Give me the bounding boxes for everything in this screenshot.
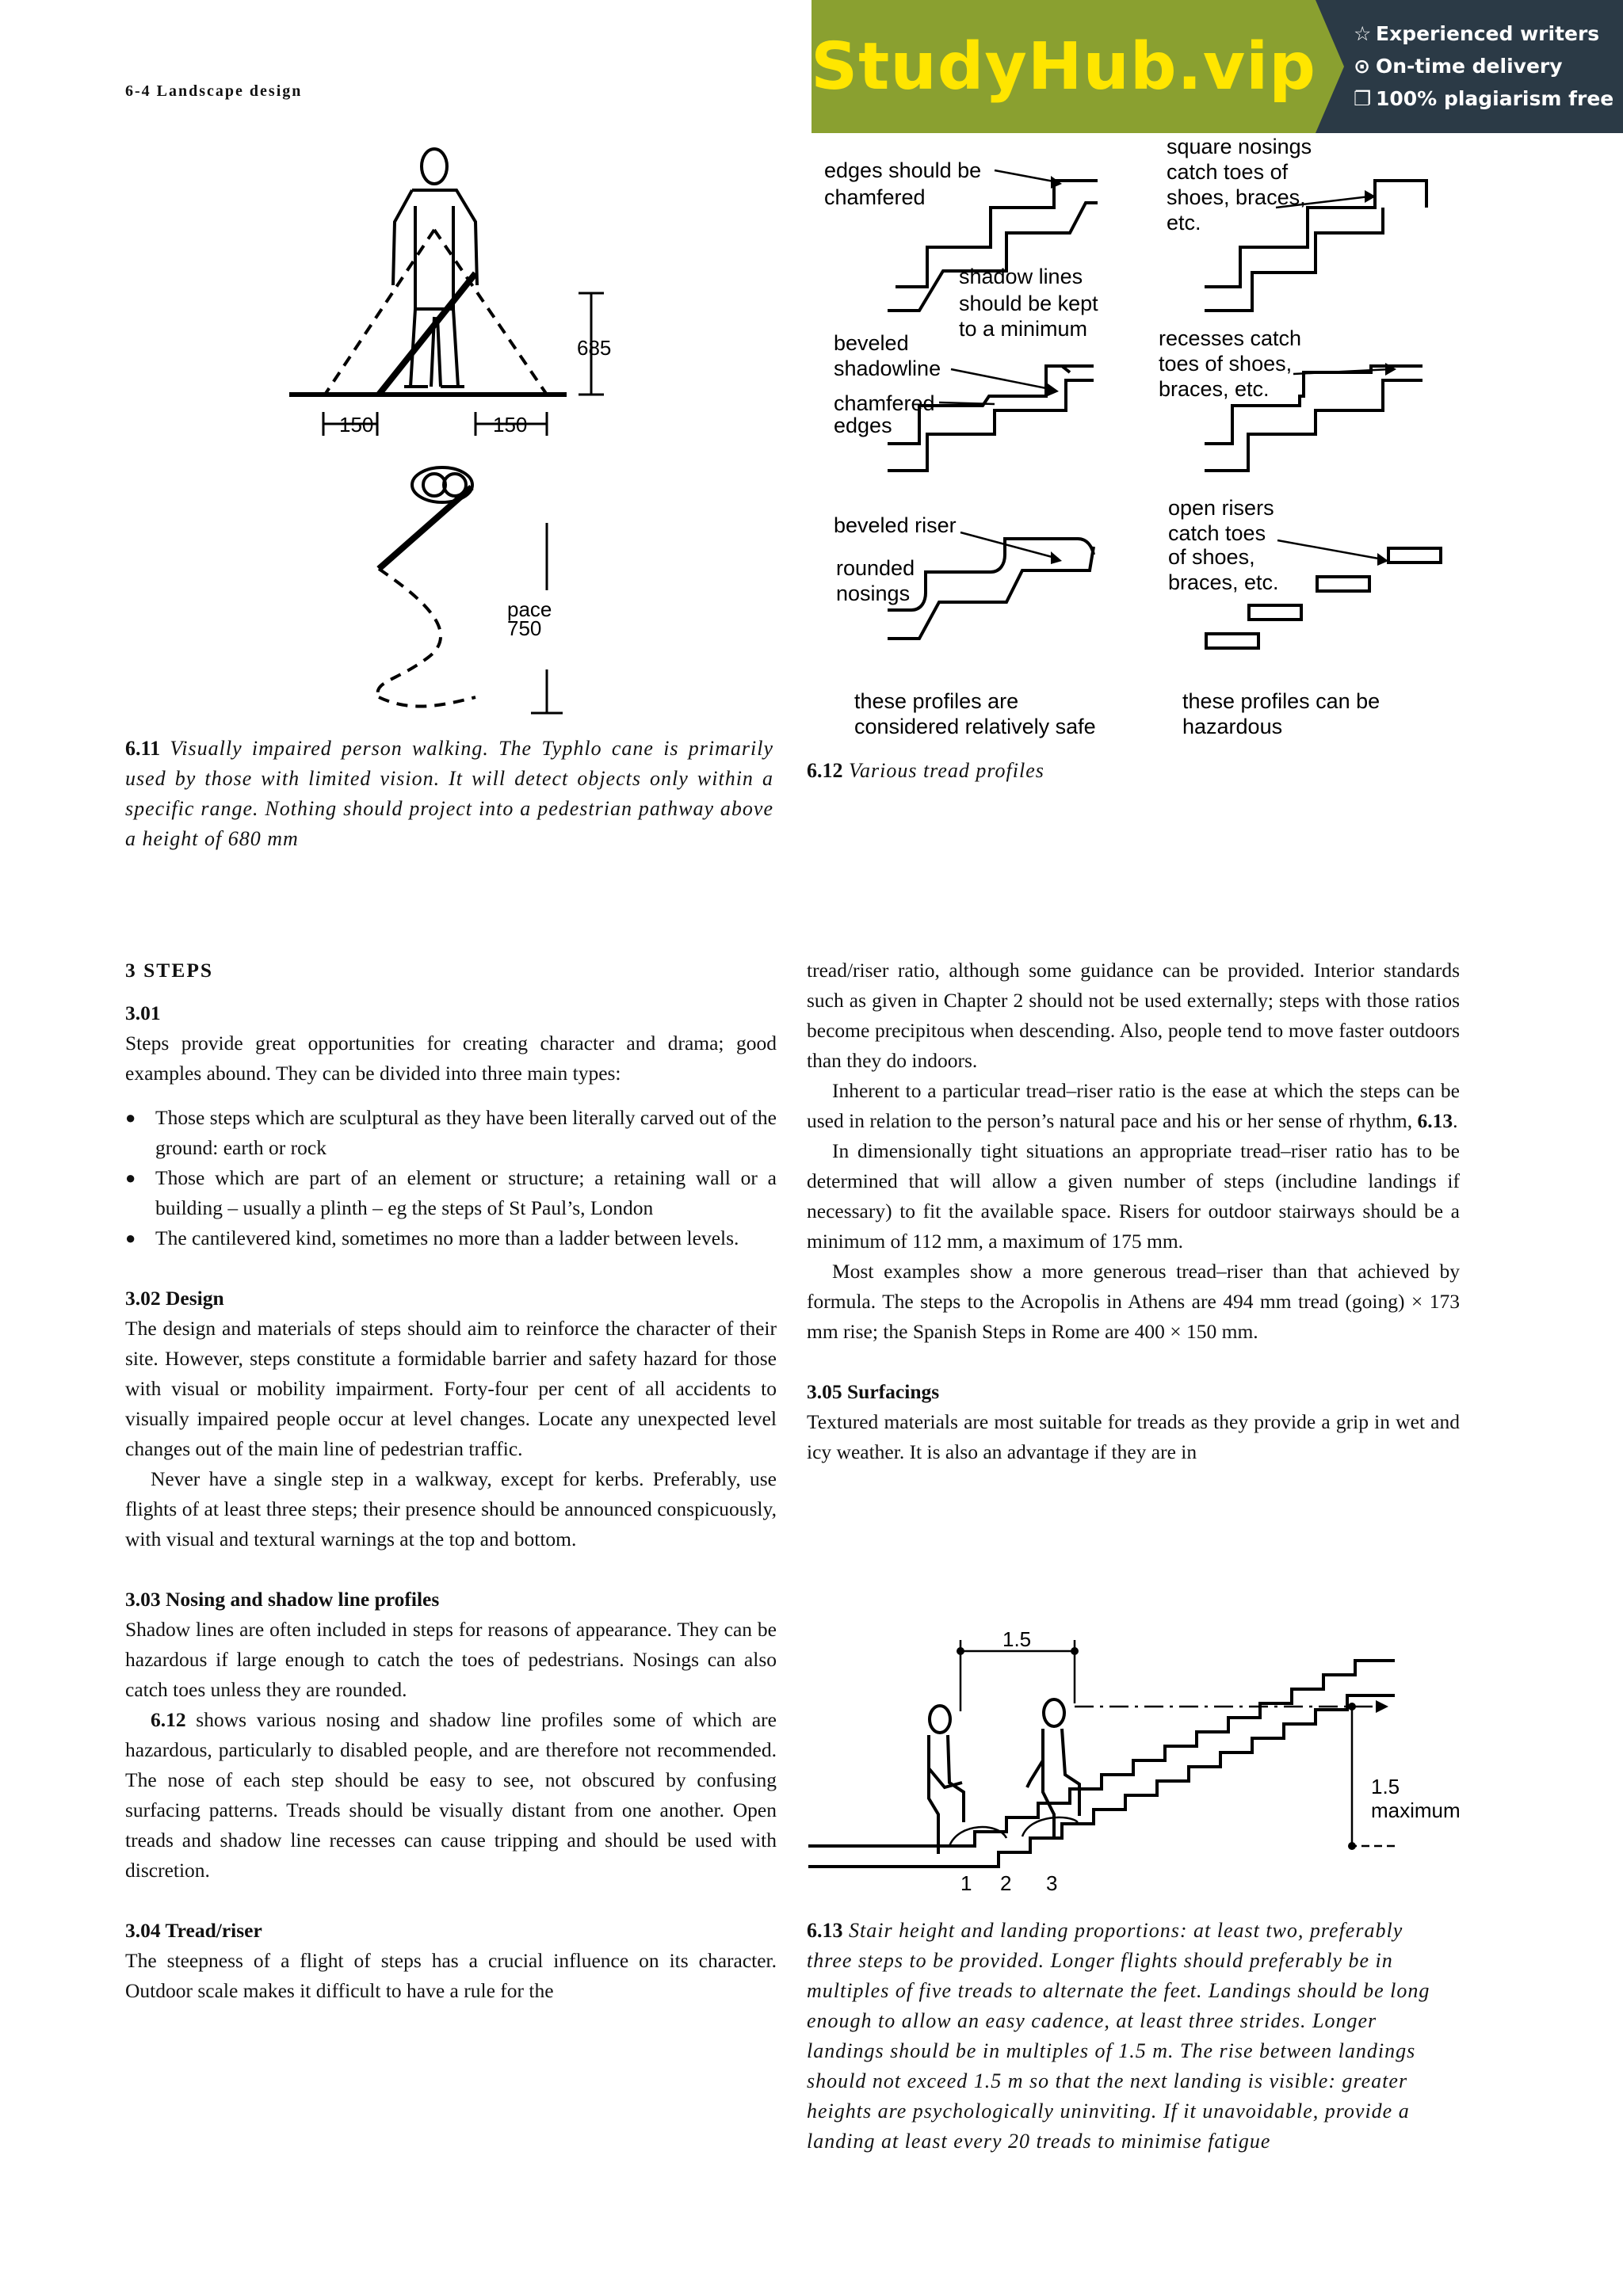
walker-2-body	[1027, 1729, 1079, 1838]
figure-number: 6.13	[807, 1919, 843, 1942]
list-item: ● Those steps which are sculptural as they have been literally carved out of the ground: earth or rock	[125, 1103, 777, 1163]
walker-1-body	[929, 1735, 964, 1854]
dim-pace-label: pace	[507, 597, 552, 621]
banner-feature-text: Experienced writers	[1376, 22, 1600, 45]
detection-cone	[325, 230, 547, 395]
caption-text: Visually impaired person walking. The Typhlo cane is primarily used by those with limited vision. It will detect objects only within a specific range. Nothing should project into a pedestrian pathway above a height of 680 mm	[125, 737, 774, 850]
figure-ref: 6.12	[151, 1708, 186, 1731]
label-rounded-nosings-2: nosings	[836, 582, 911, 605]
label-chamfered-edges-2: edges	[834, 414, 892, 437]
sweep-arc	[378, 569, 441, 697]
clock-icon: ⊙	[1354, 55, 1370, 78]
typhlo-cane	[379, 273, 475, 395]
paragraph: tread/riser ratio, although some guidance can be provided. Interior standards such as given in Chapter 2 should not be used externally; steps with those ratios become precipitous when descending. Also, people tend to move faster outdoors than they do indoors.	[807, 959, 1460, 1072]
banner-logo-text: StudyHub.vip	[811, 29, 1316, 105]
running-head: 6-4 Landscape design	[125, 82, 303, 100]
paragraph-text: shows various nosing and shadow line profiles some of which are hazardous, particularly to disabled people, and are therefore not recommended. The nose of each step should be easy to see, not obscured by confusing surfacing patterns. Treads should be visually distant from one another. Open treads and shadow line recesses can cause tripping and should be used with discretion.	[125, 1708, 777, 1882]
figure-ref: 6.13	[1417, 1109, 1453, 1132]
paragraph	[807, 1076, 1460, 1136]
label-square-nosings-3: shoes, braces,	[1167, 185, 1306, 209]
subheading-3-05: 3.05 Surfacings	[807, 1380, 940, 1403]
paragraph	[125, 1705, 777, 1886]
label-beveled-shadowline-2: shadowline	[834, 357, 941, 380]
banner-feature-item	[1354, 50, 1613, 82]
label-shadow-lines-1: shadow lines	[959, 265, 1083, 288]
dim-rise-label-1: 1.5	[1371, 1775, 1400, 1798]
profile-safe-3-bottom	[888, 547, 1094, 639]
paragraph: The design and materials of steps should aim to reinforce the character of their site. However, steps constitute a formidable barrier and safety hazard for those with visual or mobility impairment. Forty-four per cent of all accidents to visually impaired people occur at level changes. Locate any unexpected level changes out of the main line of pedestrian traffic.	[125, 1317, 777, 1460]
figure-number: 6.12	[807, 759, 843, 782]
figure-6-13-illustration	[800, 1616, 1482, 1901]
banner-feature-item	[1354, 82, 1613, 115]
figure-head	[422, 149, 447, 184]
step-number: 3	[1046, 1871, 1058, 1895]
label-safe-footer-1: these profiles are	[854, 689, 1019, 713]
label-recesses-1: recesses catch	[1159, 326, 1302, 350]
label-edges-chamfered-1: edges should be	[824, 158, 982, 182]
banner-logo[interactable]	[812, 0, 1316, 133]
dim-left-label: 150	[339, 413, 374, 437]
paragraph: Textured materials are most suitable for treads as they provide a grip in wet and icy weather. It is also an advantage if they are in	[807, 1410, 1460, 1463]
label-open-risers-1: open risers	[1168, 496, 1274, 520]
figure-number: 6.11	[125, 737, 161, 760]
paragraph: The steepness of a flight of steps has a crucial influence on its character. Outdoor scale makes it difficult to have a rule for the	[125, 1949, 777, 2002]
left-text-column	[125, 955, 777, 2006]
open-tread-1	[1388, 548, 1441, 563]
copy-icon: ❐	[1354, 87, 1372, 110]
caption-text: Various tread profiles	[849, 759, 1044, 782]
caption-text: Stair height and landing proportions: at least two, preferably three steps to be provided. Longer flights should preferably be in multiples of five treads to alternate the feet. Landings should be long enough to allow an easy cadence, at least three strides. Longer landings should be in multiples of 1.5 m. The rise between landings should not exceed 1.5 m so that the next landing is visible: greater heights are psychologically uninviting. If it unavoidable, provide a landing at least every 20 treads to minimise fatigue	[807, 1919, 1430, 2153]
dim-rise-label-2: maximum	[1371, 1798, 1461, 1822]
label-open-risers-3: of shoes,	[1168, 545, 1255, 569]
dim-height-label: 685	[577, 336, 612, 360]
label-recesses-3: braces, etc.	[1159, 377, 1270, 401]
step-number: 2	[1000, 1871, 1012, 1895]
label-square-nosings-1: square nosings	[1167, 135, 1312, 158]
list-item: ● The cantilevered kind, sometimes no more than a ladder between levels.	[125, 1223, 777, 1253]
dim-right-label: 150	[493, 413, 528, 437]
label-square-nosings-4: etc.	[1167, 211, 1201, 235]
label-hazard-footer-2: hazardous	[1182, 715, 1283, 738]
walker-1-head	[930, 1706, 950, 1733]
studyhub-banner[interactable]	[812, 0, 1623, 133]
label-edges-chamfered-2: chamfered	[824, 185, 926, 209]
profile-safe-3-top	[888, 539, 1094, 610]
label-open-risers-4: braces, etc.	[1168, 570, 1279, 594]
dim-landing-label: 1.5	[1002, 1627, 1032, 1651]
right-text-column	[807, 955, 1460, 1467]
banner-feature-text: On-time delivery	[1376, 55, 1563, 78]
subheading-3-01: 3.01	[125, 1001, 161, 1024]
figure-6-12-caption	[807, 756, 1044, 786]
open-tread-2	[1317, 577, 1369, 591]
list-item: ● Those which are part of an element or structure; a retaining wall or a building – usually a plinth – eg the steps of St Paul’s, London	[125, 1163, 777, 1223]
banner-feature-list	[1354, 17, 1613, 115]
label-chamfered-edges-1: chamfered	[834, 391, 935, 415]
open-tread-3	[1249, 605, 1301, 620]
banner-feature-text: 100% plagiarism free	[1376, 87, 1614, 110]
profile-hazard-1-bottom	[1205, 208, 1383, 311]
label-rounded-nosings-1: rounded	[836, 556, 915, 580]
figure-6-13-caption	[807, 1916, 1441, 2157]
label-hazard-footer-1: these profiles can be	[1182, 689, 1381, 713]
label-beveled-riser: beveled riser	[834, 513, 957, 537]
paragraph: In dimensionally tight situations an appropriate tread–riser ratio has to be determined that will allow a given number of steps (includine landings if necessary) to fit the available space. Risers for outdoor stairways should be a minimum of 112 mm, a maximum of 175 mm.	[807, 1139, 1460, 1253]
banner-feature-item	[1354, 17, 1613, 50]
section-heading: 3 STEPS	[125, 959, 214, 982]
label-safe-footer-2: considered relatively safe	[854, 715, 1096, 738]
paragraph-end: .	[1453, 1109, 1458, 1132]
figure-6-11-illustration	[269, 135, 612, 721]
paragraph: Never have a single step in a walkway, except for kerbs. Preferably, use flights of at least three steps; their presence should be announced conspicuously, with visual and textural warnings at the top and bottom.	[125, 1467, 777, 1550]
subheading-3-03: 3.03 Nosing and shadow line profiles	[125, 1588, 440, 1611]
bullet-list	[125, 1103, 777, 1253]
paragraph: Steps provide great opportunities for creating character and drama; good examples abound. They can be divided into three main types:	[125, 1032, 777, 1085]
label-shadow-lines-3: to a minimum	[959, 317, 1088, 341]
open-tread-4	[1206, 634, 1258, 648]
label-open-risers-2: catch toes	[1168, 521, 1266, 545]
dim-pace-value: 750	[507, 616, 542, 640]
paragraph: Most examples show a more generous tread–riser than that achieved by formula. The steps to the Acropolis in Athens are 494 mm tread (going) × 173 mm rise; the Spanish Steps in Rome are 400 × 150 mm.	[807, 1260, 1460, 1343]
stair-profile-top	[808, 1661, 1395, 1846]
label-recesses-2: toes of shoes,	[1159, 352, 1293, 376]
figure-6-11-caption	[125, 734, 773, 854]
label-shadow-lines-2: should be kept	[959, 292, 1098, 315]
label-beveled-shadowline-1: beveled	[834, 331, 909, 355]
paragraph-text: Inherent to a particular tread–riser ratio is the ease at which the steps can be used in relation to the person’s natural pace and his or her sense of rhythm,	[807, 1079, 1460, 1132]
subheading-3-02: 3.02 Design	[125, 1287, 224, 1310]
paragraph: Shadow lines are often included in steps for reasons of appearance. They can be hazardous if large enough to catch the toes of pedestrians. Nosings can also catch toes unless they are rounded.	[125, 1618, 777, 1701]
walker-2-head	[1044, 1699, 1064, 1726]
banner-logo-notch	[1316, 0, 1344, 133]
step-number: 1	[960, 1871, 972, 1895]
subheading-3-04: 3.04 Tread/riser	[125, 1919, 262, 1942]
label-square-nosings-2: catch toes of	[1167, 160, 1289, 184]
figure-6-12-illustration	[816, 127, 1474, 745]
star-icon: ☆	[1354, 22, 1372, 45]
